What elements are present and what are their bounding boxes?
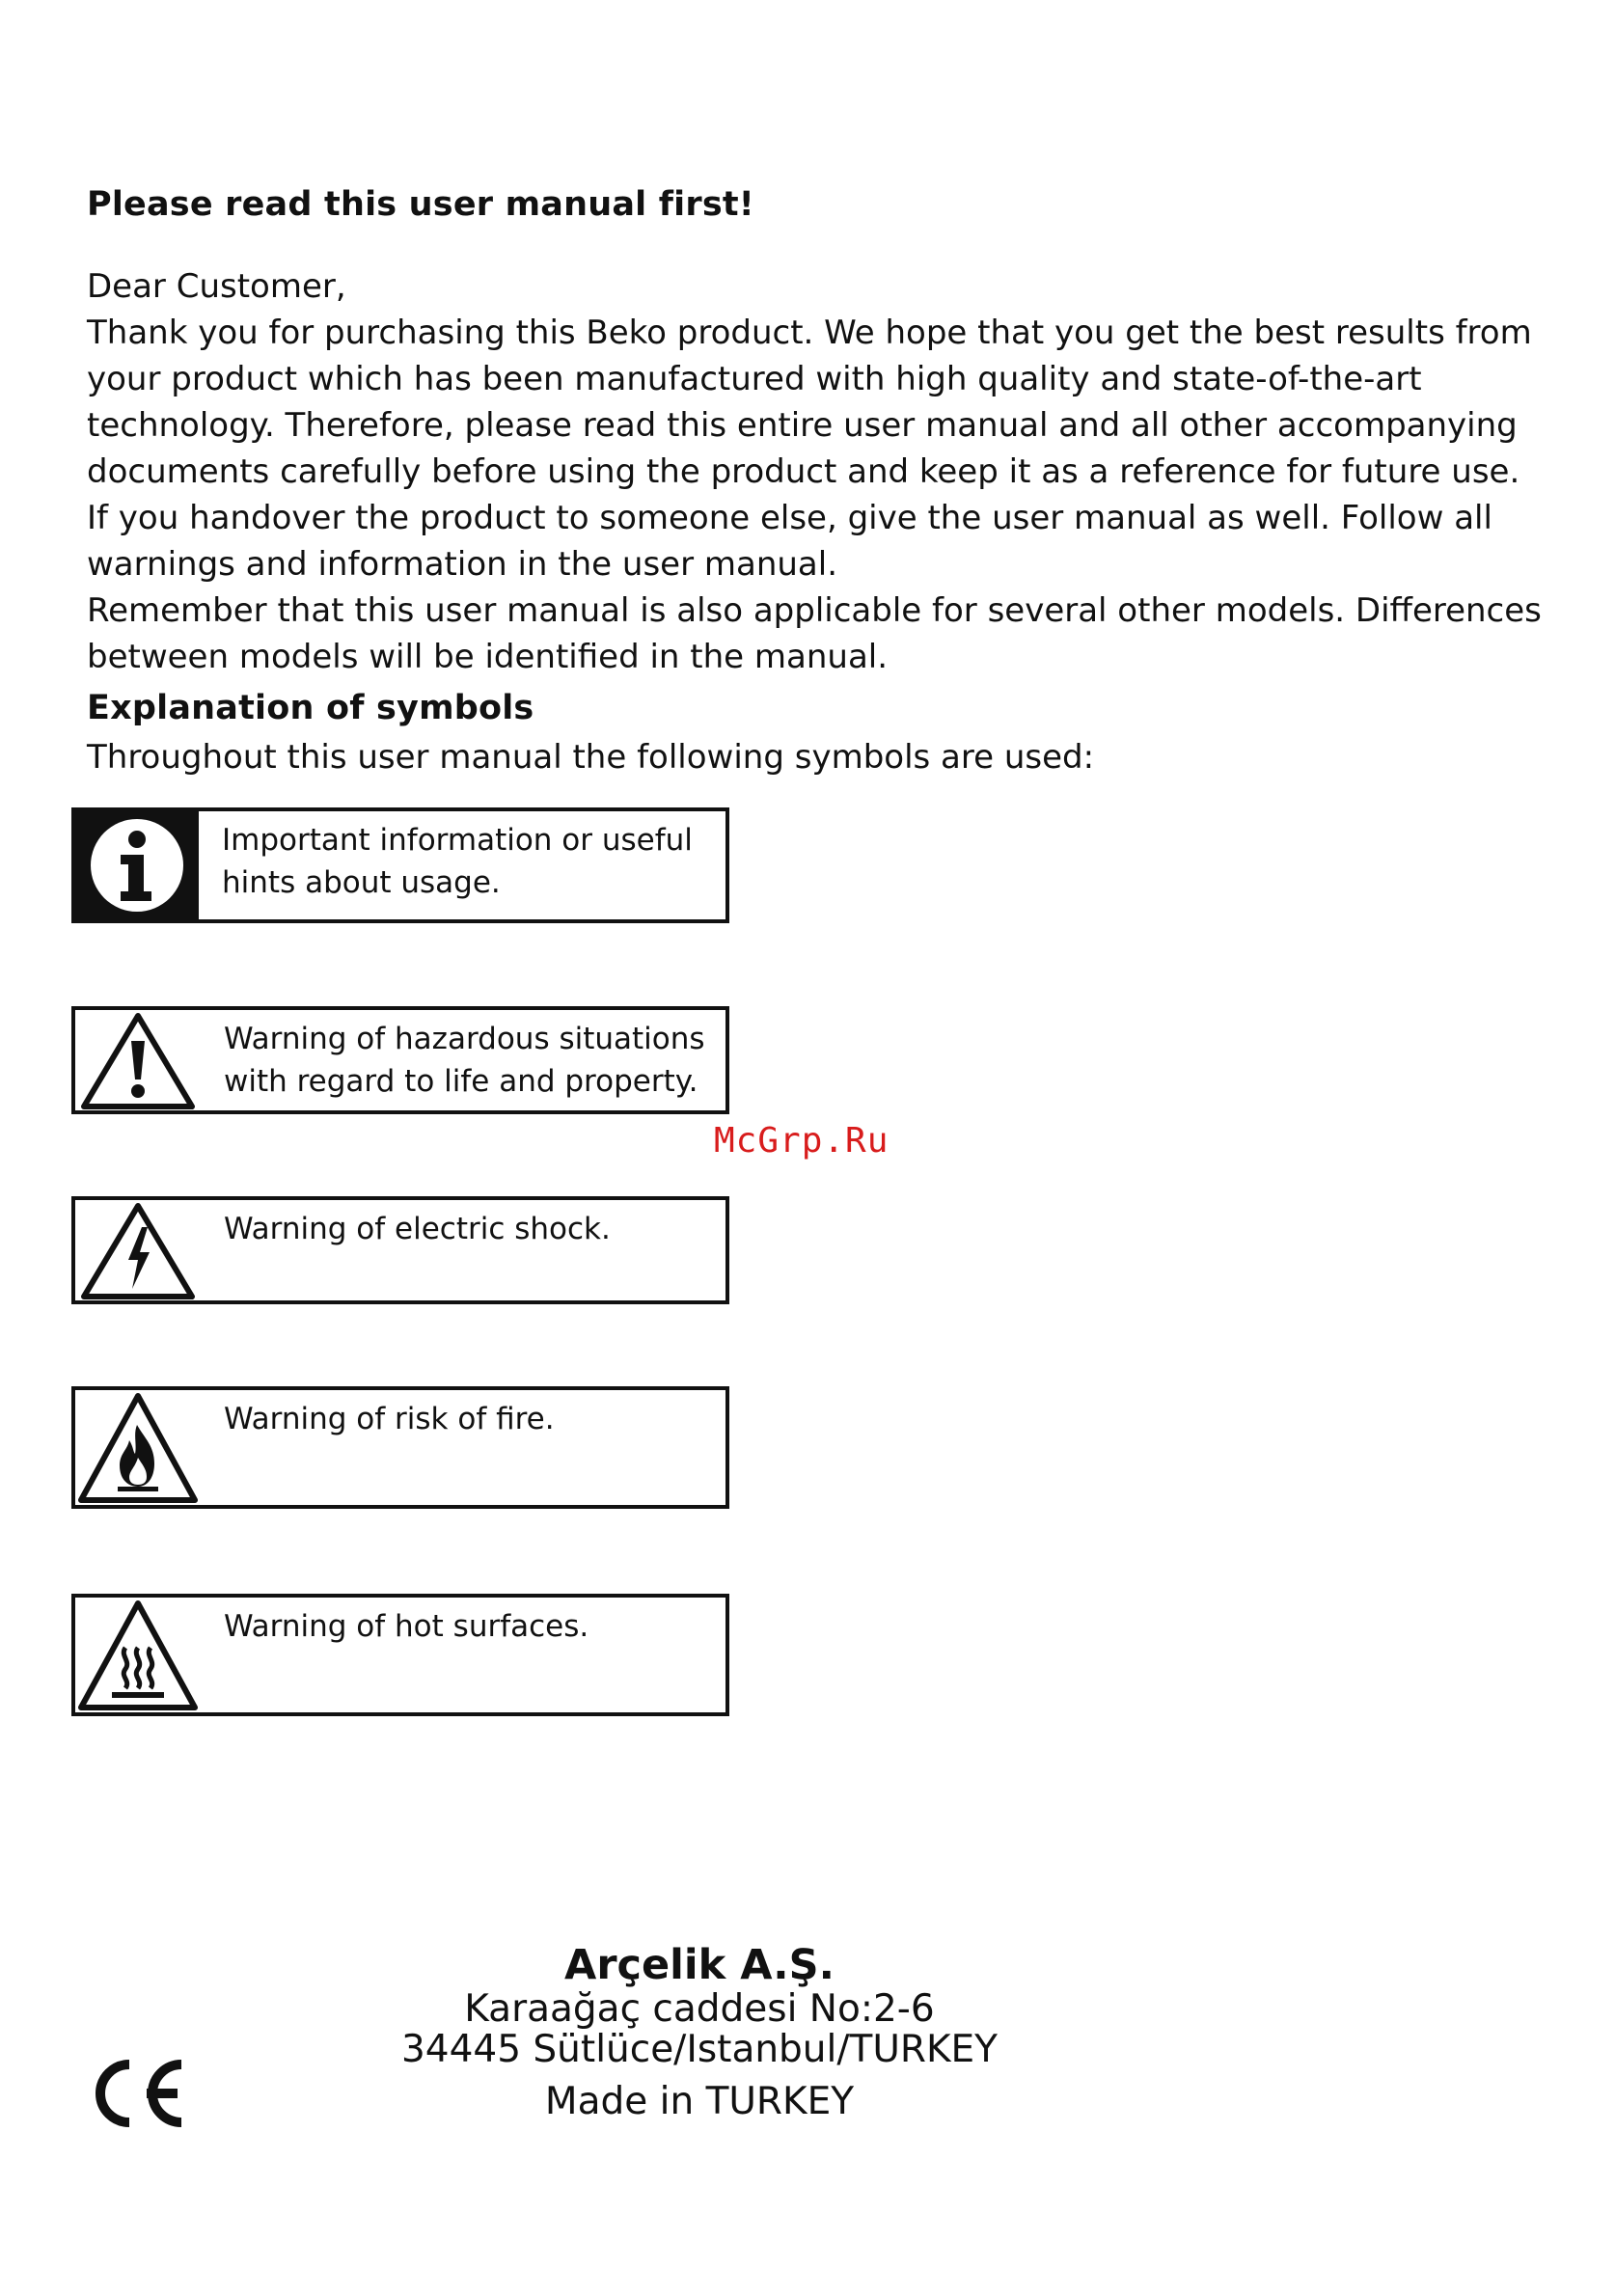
symbols-intro: Throughout this user manual the following symbols are used: xyxy=(87,738,1095,777)
symbol-box-electric xyxy=(71,1196,729,1304)
symbol-box-fire xyxy=(71,1386,729,1509)
symbol-text-fire: Warning of risk of fire. xyxy=(224,1402,555,1436)
symbol-box-hazard xyxy=(71,1006,729,1114)
made-in: Made in TURKEY xyxy=(544,2080,855,2123)
symbols-heading: Explanation of symbols xyxy=(87,689,534,727)
symbol-box-hot xyxy=(71,1594,729,1716)
fire-risk-icon xyxy=(75,1390,201,1505)
info-icon xyxy=(75,811,199,919)
symbol-text-hot: Warning of hot surfaces. xyxy=(224,1609,589,1644)
address-city: 34445 Sütlüce/Istanbul/TURKEY xyxy=(400,2028,999,2071)
greeting: Dear Customer, xyxy=(87,267,346,306)
hazard-warning-icon xyxy=(75,1010,201,1110)
symbol-text-hazard: Warning of hazardous situations with regard to life and property. xyxy=(224,1022,705,1099)
address-street: Karaağaç caddesi No:2-6 xyxy=(464,1987,935,2031)
watermark: McGrp.Ru xyxy=(714,1121,890,1161)
symbol-text-info: Important information or useful hints about usage. xyxy=(222,823,693,900)
ce-mark-icon xyxy=(87,2057,187,2134)
symbol-box-info xyxy=(71,807,729,923)
electric-shock-icon xyxy=(75,1200,201,1300)
company-name: Arçelik A.Ş. xyxy=(564,1941,835,1989)
symbol-text-electric: Warning of electric shock. xyxy=(224,1212,611,1246)
hot-surface-icon xyxy=(75,1598,201,1712)
intro-paragraph: Thank you for purchasing this Beko product. We hope that you get the best results from your product which has been manufactured with high quality and state-of-the-art technology. Therefore, please read this entire user manual and all other accompanying documents carefully before using the product and keep it as a reference for future use. If you handover the product to someone else, give the user manual as well. Follow all warnings and information in the user manual. xyxy=(87,314,1532,584)
models-paragraph: Remember that this user manual is also applicable for several other models. Differences between models will be identified in the manual. xyxy=(87,591,1542,676)
page-title: Please read this user manual first! xyxy=(87,185,754,224)
